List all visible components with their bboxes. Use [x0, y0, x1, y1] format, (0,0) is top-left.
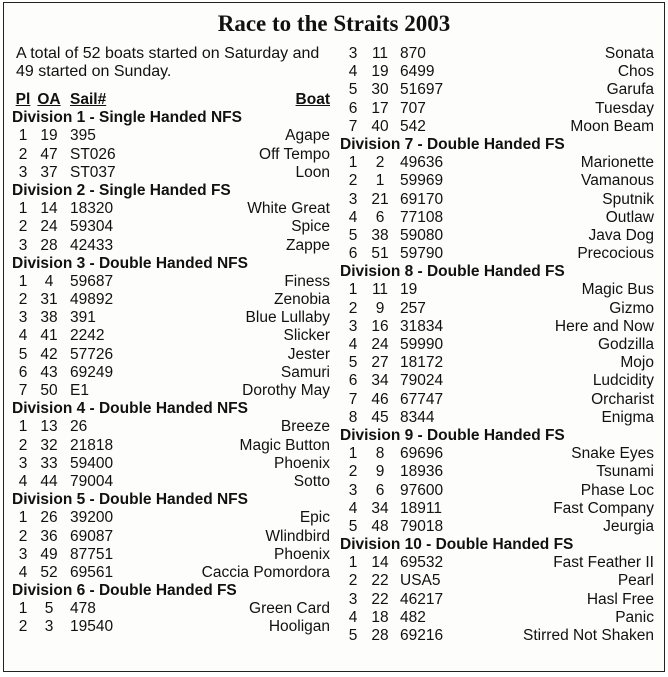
cell-boat: Phase Loc [580, 481, 654, 499]
division-heading: Division 1 - Single Handed NFS [12, 109, 242, 127]
cell-sail: 69216 [400, 627, 444, 644]
cell-pl: 7 [18, 382, 28, 399]
result-row [340, 191, 654, 209]
cell-oa: 11 [371, 281, 389, 299]
result-row [340, 318, 654, 336]
result-row [340, 554, 654, 572]
header-boat: Boat [295, 91, 330, 108]
cell-sail: 59400 [70, 454, 114, 472]
cell-pl: 3 [348, 590, 358, 608]
cell-boat: Phoenix [273, 454, 330, 472]
cell-pl: 8 [348, 408, 358, 426]
cell-pl: 1 [18, 418, 28, 436]
cell-oa: 24 [371, 336, 389, 353]
result-row [340, 81, 654, 99]
cell-oa: 40 [371, 117, 389, 135]
division-heading: Division 10 - Double Handed FS [340, 536, 574, 554]
cell-pl: 5 [348, 354, 358, 372]
cell-sail: 69532 [400, 554, 444, 572]
cell-sail: 59969 [400, 172, 444, 190]
result-row [12, 346, 330, 364]
result-row [340, 627, 654, 645]
cell-pl: 1 [348, 445, 358, 463]
cell-boat: Caccia Pomordora [201, 563, 330, 581]
column-headers [12, 91, 330, 109]
cell-boat: Samuri [280, 363, 330, 381]
cell-oa: 11 [371, 45, 389, 62]
result-row [12, 509, 330, 527]
cell-boat: Hooligan [268, 618, 330, 636]
result-row [340, 245, 654, 263]
cell-pl: 1 [18, 127, 28, 145]
cell-boat: Mojo [620, 354, 654, 372]
result-row [12, 237, 330, 255]
result-row [340, 154, 654, 172]
cell-sail: 69170 [400, 190, 444, 208]
division-heading: Division 9 - Double Handed FS [340, 426, 565, 444]
result-row [12, 164, 330, 182]
cell-pl: 3 [18, 454, 28, 472]
cell-boat: Tsunami [596, 463, 654, 481]
cell-sail: USA5 [400, 572, 441, 590]
result-row [12, 327, 330, 345]
cell-boat: Epic [299, 509, 330, 527]
cell-oa: 46 [371, 390, 389, 408]
cell-boat: Jeurgia [603, 517, 654, 535]
cell-boat: Marionette [580, 154, 654, 172]
cell-oa: 6 [375, 208, 385, 226]
division-heading: Division 5 - Double Handed NFS [12, 491, 248, 509]
cell-oa: 28 [371, 627, 389, 644]
cell-pl: 2 [348, 172, 358, 190]
cell-sail: 395 [70, 127, 96, 145]
cell-boat: Hasl Free [586, 590, 654, 608]
cell-sail: 97600 [400, 481, 444, 499]
cell-pl: 2 [18, 527, 28, 545]
result-row [340, 336, 654, 354]
cell-pl: 4 [348, 608, 358, 626]
cell-oa: 3 [44, 618, 54, 636]
cell-pl: 4 [348, 63, 358, 81]
cell-oa: 1 [375, 172, 385, 190]
cell-boat: Zappe [286, 236, 330, 254]
cell-sail: 478 [70, 600, 96, 618]
cell-boat: Chos [617, 63, 654, 81]
cell-boat: Snake Eyes [571, 445, 654, 463]
result-row [340, 100, 654, 118]
cell-boat: Zenobia [273, 291, 330, 309]
cell-pl: 5 [348, 81, 358, 99]
cell-sail: 391 [70, 309, 96, 327]
cell-oa: 13 [40, 418, 58, 436]
cell-oa: 32 [40, 436, 58, 454]
cell-pl: 5 [18, 345, 28, 363]
left-column [12, 45, 330, 637]
cell-pl: 3 [348, 190, 358, 208]
cell-pl: 1 [18, 272, 28, 290]
cell-oa: 50 [40, 382, 58, 399]
cell-sail: 79024 [400, 372, 444, 390]
cell-pl: 6 [348, 99, 358, 117]
result-row [12, 273, 330, 291]
result-row [340, 572, 654, 590]
cell-oa: 31 [40, 291, 58, 309]
cell-boat: Green Card [249, 600, 330, 618]
cell-pl: 5 [348, 627, 358, 644]
cell-sail: 21818 [70, 436, 114, 454]
cell-boat: Wlindbird [265, 527, 330, 545]
cell-pl: 4 [18, 327, 28, 345]
cell-oa: 45 [371, 408, 389, 426]
cell-sail: ST026 [70, 145, 116, 163]
cell-sail: 6499 [400, 63, 435, 81]
cell-oa: 22 [371, 572, 389, 590]
cell-pl: 7 [348, 390, 358, 408]
cell-sail: 67747 [400, 390, 444, 408]
cell-sail: 59990 [400, 336, 444, 353]
results-clipping [3, 2, 665, 672]
cell-pl: 3 [348, 45, 358, 62]
cell-oa: 8 [375, 445, 385, 463]
cell-boat: Spice [291, 218, 330, 236]
cell-boat: Garufa [606, 81, 654, 99]
division-heading: Division 7 - Double Handed FS [340, 135, 565, 153]
cell-boat: Slicker [283, 327, 330, 345]
cell-sail: E1 [70, 382, 89, 399]
cell-boat: Enigma [601, 408, 654, 426]
cell-boat: Off Tempo [259, 145, 330, 163]
cell-boat: Agape [285, 127, 330, 145]
cell-pl: 6 [348, 245, 358, 263]
cell-pl: 4 [348, 336, 358, 353]
result-row [12, 218, 330, 236]
result-row [12, 473, 330, 491]
cell-oa: 5 [44, 600, 54, 618]
cell-pl: 6 [348, 372, 358, 390]
cell-sail: 31834 [400, 317, 444, 335]
cell-sail: 49636 [400, 154, 444, 172]
cell-boat: Phoenix [273, 545, 330, 563]
result-row [340, 300, 654, 318]
cell-oa: 14 [371, 554, 389, 572]
cell-boat: Fast Company [553, 499, 654, 517]
cell-boat: Java Dog [588, 226, 654, 244]
cell-sail: 26 [70, 418, 88, 436]
cell-sail: 257 [400, 299, 426, 317]
cell-oa: 27 [371, 354, 389, 372]
cell-oa: 6 [375, 481, 385, 499]
cell-pl: 3 [18, 309, 28, 327]
cell-sail: 51697 [400, 81, 444, 99]
cell-pl: 4 [18, 563, 28, 581]
cell-sail: 18936 [400, 463, 444, 481]
cell-boat: Sputnik [602, 190, 654, 208]
result-row [340, 45, 654, 63]
cell-pl: 1 [348, 154, 358, 172]
cell-sail: 18911 [400, 499, 442, 517]
cell-pl: 1 [18, 600, 28, 618]
division-heading: Division 8 - Double Handed FS [340, 263, 565, 281]
cell-boat: Pearl [617, 572, 654, 590]
cell-oa: 9 [375, 463, 385, 481]
cell-oa: 9 [375, 299, 385, 317]
cell-boat: Blue Lullaby [245, 309, 330, 327]
cell-oa: 24 [40, 218, 58, 236]
result-row [12, 618, 330, 636]
cell-boat: Outlaw [605, 208, 654, 226]
cell-pl: 3 [18, 163, 28, 181]
cell-boat: Moon Beam [570, 117, 654, 135]
division-heading: Division 4 - Double Handed NFS [12, 400, 248, 418]
cell-pl: 2 [18, 218, 28, 236]
page-title: Race to the Straits 2003 [217, 11, 451, 36]
cell-sail: ST037 [70, 163, 116, 181]
cell-pl: 1 [18, 200, 28, 218]
result-row [340, 63, 654, 81]
cell-sail: 46217 [400, 590, 444, 608]
cell-boat: Gizmo [609, 299, 654, 317]
cell-oa: 21 [371, 190, 389, 208]
result-row [12, 437, 330, 455]
cell-boat: Fast Feather II [553, 554, 654, 572]
right-column [340, 45, 654, 645]
cell-boat: Loon [295, 163, 330, 181]
result-row [12, 564, 330, 582]
cell-boat: Jester [287, 345, 330, 363]
cell-boat: Breeze [280, 418, 330, 436]
cell-sail: 870 [400, 45, 426, 62]
result-row [340, 445, 654, 463]
cell-oa: 47 [40, 145, 58, 163]
cell-oa: 37 [40, 163, 58, 181]
intro-text: A total of 52 boats started on Saturday and 49 started on Sunday. [16, 45, 320, 80]
result-row [340, 118, 654, 136]
result-row [340, 354, 654, 372]
result-row [340, 500, 654, 518]
cell-oa: 42 [40, 345, 58, 363]
cell-pl: 1 [348, 554, 358, 572]
cell-sail: 69249 [70, 363, 114, 381]
cell-oa: 36 [40, 527, 58, 545]
cell-pl: 2 [18, 618, 28, 636]
cell-oa: 33 [40, 454, 58, 472]
cell-oa: 14 [40, 200, 58, 218]
cell-oa: 17 [371, 99, 389, 117]
cell-sail: 79004 [70, 472, 114, 490]
cell-oa: 38 [371, 226, 389, 244]
cell-pl: 4 [18, 472, 28, 490]
cell-pl: 2 [18, 436, 28, 454]
cell-oa: 2 [375, 154, 385, 172]
cell-sail: 2242 [70, 327, 105, 345]
cell-sail: 69696 [400, 445, 444, 463]
cell-sail: 69561 [70, 563, 114, 581]
cell-pl: 2 [18, 145, 28, 163]
cell-oa: 38 [40, 309, 58, 327]
cell-oa: 4 [44, 272, 54, 290]
cell-sail: 42433 [70, 236, 114, 254]
result-row [340, 372, 654, 390]
result-row [340, 281, 654, 299]
result-row [340, 609, 654, 627]
cell-pl: 4 [348, 499, 358, 517]
cell-oa: 30 [371, 81, 389, 99]
cell-boat: Godzilla [598, 336, 654, 353]
cell-sail: 18320 [70, 200, 114, 218]
cell-oa: 16 [371, 317, 389, 335]
cell-sail: 18172 [400, 354, 444, 372]
result-row [12, 364, 330, 382]
cell-boat: Orcharist [591, 390, 654, 408]
cell-sail: 542 [400, 117, 426, 135]
result-row [340, 227, 654, 245]
cell-pl: 1 [18, 509, 28, 527]
cell-boat: Sonata [604, 45, 654, 62]
cell-pl: 3 [348, 481, 358, 499]
cell-pl: 7 [348, 117, 358, 135]
result-row [340, 172, 654, 190]
result-row [12, 455, 330, 473]
header-pl: Pl [15, 91, 31, 108]
cell-sail: 19540 [70, 618, 114, 636]
cell-oa: 18 [371, 608, 389, 626]
cell-sail: 59790 [400, 245, 444, 263]
cell-boat: Dorothy May [242, 382, 330, 399]
cell-oa: 44 [40, 472, 58, 490]
cell-oa: 19 [40, 127, 58, 145]
cell-oa: 43 [40, 363, 58, 381]
cell-sail: 77108 [400, 208, 444, 226]
cell-sail: 49892 [70, 291, 114, 309]
cell-oa: 41 [40, 327, 58, 345]
result-row [340, 518, 654, 536]
cell-sail: 8344 [400, 408, 435, 426]
result-row [12, 528, 330, 546]
cell-boat: Stirred Not Shaken [523, 627, 654, 644]
division-heading: Division 2 - Single Handed FS [12, 181, 231, 199]
cell-boat: Magic Bus [581, 281, 654, 299]
cell-boat: Panic [615, 608, 654, 626]
cell-pl: 3 [18, 545, 28, 563]
result-row [12, 309, 330, 327]
cell-boat: Ludcidity [592, 372, 654, 390]
result-row [340, 209, 654, 227]
cell-oa: 49 [40, 545, 58, 563]
cell-oa: 34 [371, 499, 389, 517]
cell-sail: 19 [400, 281, 418, 299]
cell-boat: Sotto [293, 472, 330, 490]
cell-pl: 6 [18, 363, 28, 381]
cell-pl: 2 [348, 299, 358, 317]
result-row [12, 546, 330, 564]
cell-boat: Tuesday [595, 99, 654, 117]
result-row [340, 482, 654, 500]
cell-sail: 87751 [70, 545, 114, 563]
cell-boat: White Great [247, 200, 330, 218]
result-row [340, 591, 654, 609]
result-row [12, 382, 330, 400]
division-heading: Division 3 - Double Handed NFS [12, 254, 248, 272]
result-row [12, 146, 330, 164]
result-row [340, 391, 654, 409]
cell-boat: Precocious [577, 245, 654, 263]
cell-pl: 2 [348, 463, 358, 481]
cell-sail: 59080 [400, 226, 444, 244]
cell-oa: 26 [40, 509, 58, 527]
result-row [12, 200, 330, 218]
cell-pl: 4 [348, 208, 358, 226]
result-row [340, 409, 654, 427]
cell-pl: 3 [18, 236, 28, 254]
cell-pl: 3 [348, 317, 358, 335]
cell-pl: 2 [348, 572, 358, 590]
cell-sail: 707 [400, 99, 426, 117]
cell-pl: 1 [348, 281, 358, 299]
cell-pl: 5 [348, 226, 358, 244]
header-oa: OA [37, 91, 61, 108]
cell-oa: 28 [40, 236, 58, 254]
cell-boat: Here and Now [554, 317, 654, 335]
division-heading: Division 6 - Double Handed FS [12, 582, 237, 600]
header-sail: Sail# [70, 91, 107, 108]
cell-sail: 69087 [70, 527, 114, 545]
result-row [340, 463, 654, 481]
cell-boat: Vamanous [581, 172, 654, 190]
cell-oa: 48 [371, 517, 389, 535]
cell-boat: Finess [284, 272, 330, 290]
cell-oa: 34 [371, 372, 389, 390]
result-row [12, 418, 330, 436]
cell-sail: 59687 [70, 272, 114, 290]
results-columns [4, 45, 664, 669]
cell-pl: 2 [18, 291, 28, 309]
cell-sail: 79018 [400, 517, 444, 535]
cell-oa: 51 [371, 245, 389, 263]
cell-sail: 57726 [70, 345, 114, 363]
cell-sail: 39200 [70, 509, 114, 527]
cell-boat: Magic Button [239, 436, 330, 454]
result-row [12, 127, 330, 145]
result-row [12, 600, 330, 618]
cell-pl: 5 [348, 517, 358, 535]
cell-oa: 19 [371, 63, 389, 81]
cell-sail: 59304 [70, 218, 114, 236]
cell-oa: 52 [40, 563, 58, 581]
cell-sail: 482 [400, 608, 426, 626]
result-row [12, 291, 330, 309]
cell-oa: 22 [371, 590, 389, 608]
